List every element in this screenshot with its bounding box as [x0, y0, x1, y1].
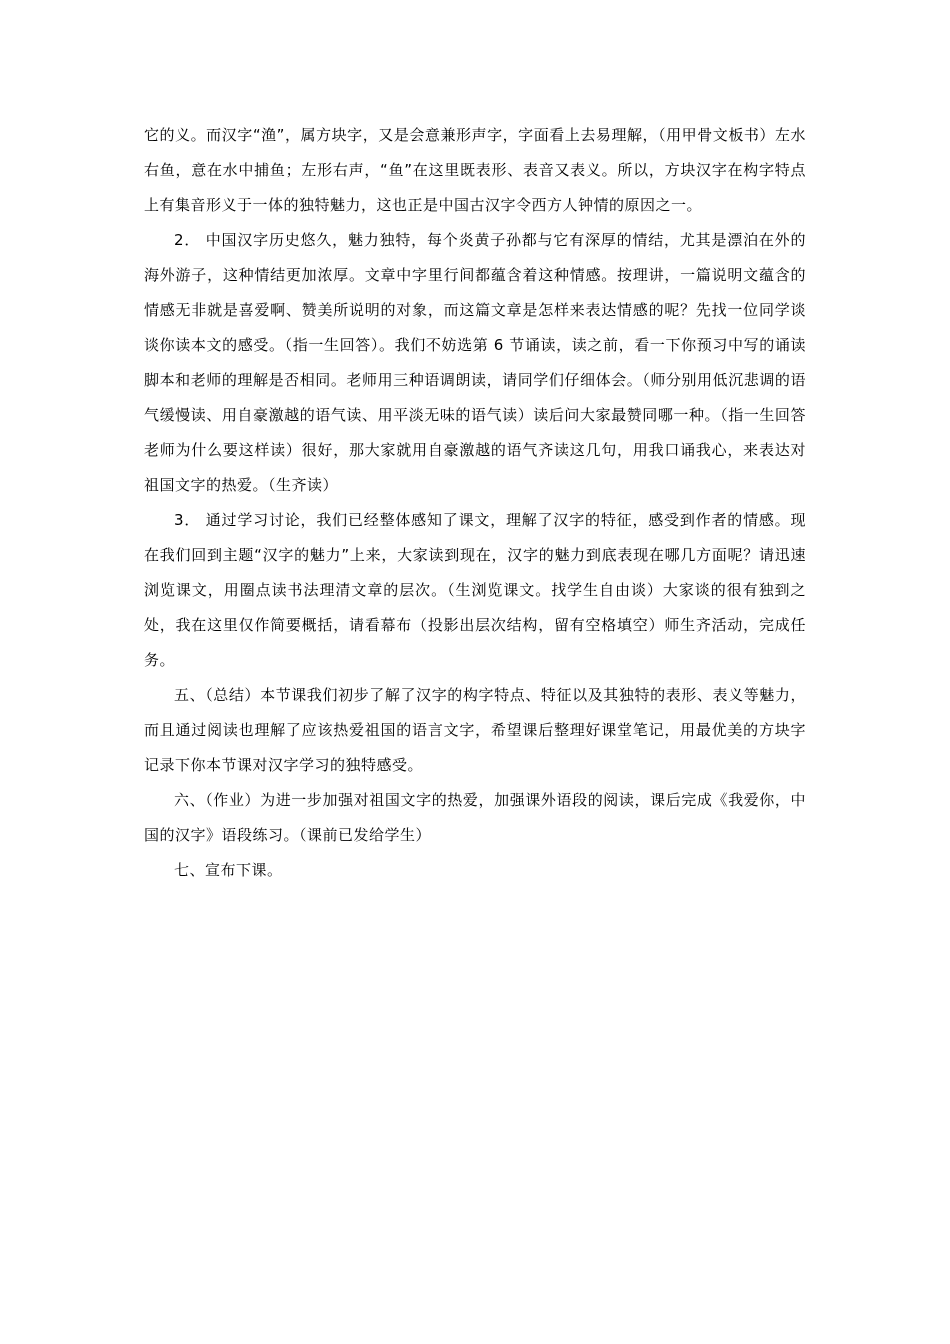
document-page [144, 118, 806, 888]
paragraph-homework: 六、（作业）为进一步加强对祖国文字的热爱，加强课外语段的阅读，课后完成《我爱你，中国的汉字》语段练习。（课前已发给学生） [144, 791, 806, 844]
paragraph-item-3: 3． 通过学习讨论，我们已经整体感知了课文，理解了汉字的特征，感受到作者的情感。现在我们回到主题“汉字的魅力”上来，大家读到现在，汉字的魅力到底表现在哪几方面呢？请迅速浏览课文，用圈点读书法理清文章的层次。（生浏览课文。找学生自由谈）大家谈的很有独到之处，我在这里仅作简要概括，请看幕布（投影出层次结构，留有空格填空）师生齐活动，完成任务。 [144, 511, 806, 669]
paragraph-dismissal: 七、宣布下课。 [174, 861, 283, 879]
paragraph-intro-continuation: 它的义。而汉字“渔”，属方块字，又是会意兼形声字，字面看上去易理解，（用甲骨文板书）左水右鱼，意在水中捕鱼；左形右声，“鱼”在这里既表形、表音又表义。所以，方块汉字在构字特点上有集音形义于一体的独特魅力，这也正是中国古汉字令西方人钟情的原因之一。 [144, 126, 806, 214]
paragraph-summary: 五、（总结）本节课我们初步了解了汉字的构字特点、特征以及其独特的表形、表义等魅力，而且通过阅读也理解了应该热爱祖国的语言文字，希望课后整理好课堂笔记，用最优美的方块字记录下你本节课对汉字学习的独特感受。 [144, 686, 806, 774]
paragraph-item-2: 2． 中国汉字历史悠久，魅力独特，每个炎黄子孙都与它有深厚的情结，尤其是漂泊在外的海外游子，这种情结更加浓厚。文章中字里行间都蕴含着这种情感。按理讲，一篇说明文蕴含的情感无非就是喜爱啊、赞美所说明的对象，而这篇文章是怎样来表达情感的呢？先找一位同学谈谈你读本文的感受。（指一生回答）。我们不妨选第 6 节诵读，读之前，看一下你预习中写的诵读脚本和老师的理解是否相同。老师用三种语调朗读，请同学们仔细体会。（师分别用低沉悲调的语气缓慢读、用自豪激越的语气读、用平淡无味的语气读）读后问大家最赞同哪一种。（指一生回答老师为什么要这样读）很好，那大家就用自豪激越的语气齐读这几句，用我口诵我心，来表达对祖国文字的热爱。（生齐读） [144, 231, 806, 494]
